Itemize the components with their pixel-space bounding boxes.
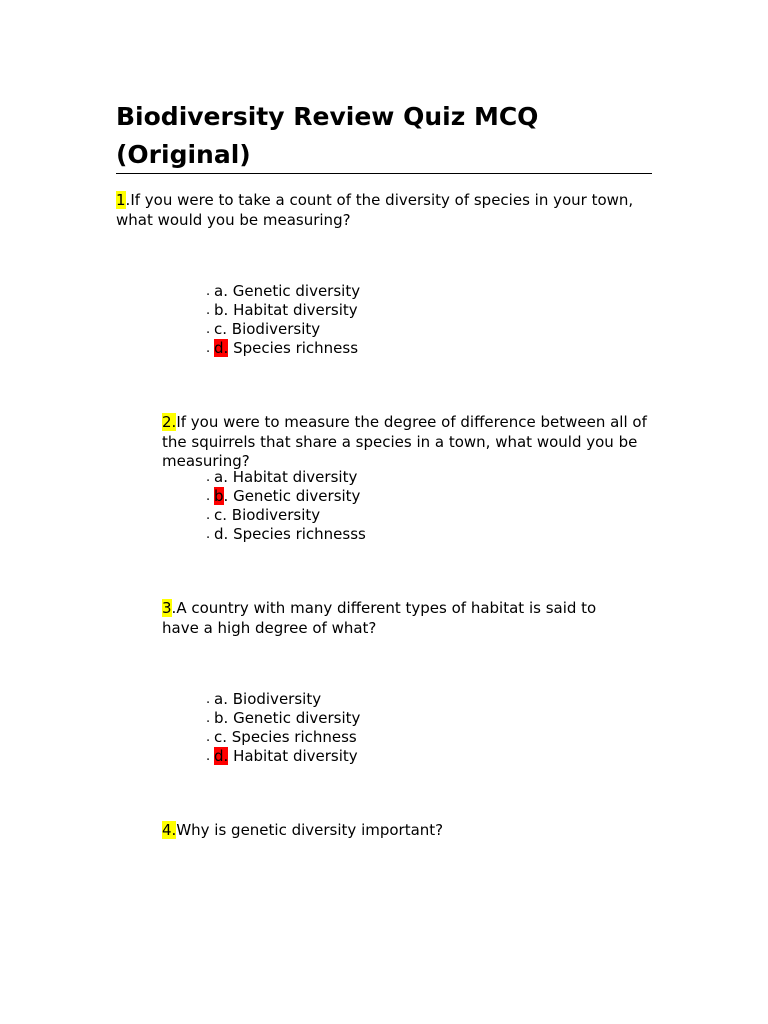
question-number: 4. <box>162 821 177 839</box>
option-text: Habitat diversity <box>228 301 358 319</box>
answer-options-1 <box>206 282 360 358</box>
option-letter: a. <box>214 282 228 300</box>
option-d <box>206 525 366 544</box>
option-letter: c. <box>214 728 228 746</box>
bullet-marker: . <box>206 711 211 726</box>
question-number: 3 <box>162 599 172 617</box>
answer-options-3 <box>206 690 360 766</box>
bullet-marker: . <box>206 303 211 318</box>
option-text: Species richness <box>227 728 357 746</box>
option-b <box>206 709 360 728</box>
correct-answer-highlight: d. <box>214 339 229 357</box>
option-letter-suffix: . <box>223 487 229 505</box>
option-letter: d. <box>214 525 229 543</box>
option-d <box>206 747 360 766</box>
bullet-marker: . <box>206 508 211 523</box>
question-number: 2. <box>162 413 177 431</box>
option-d <box>206 339 360 358</box>
bullet-marker: . <box>206 527 211 542</box>
question-number-suffix: . <box>125 191 131 209</box>
question-2 <box>162 413 656 472</box>
option-letter: a. <box>214 690 228 708</box>
option-text: Habitat diversity <box>228 747 358 765</box>
option-letter: c. <box>214 506 228 524</box>
option-text: Biodiversity <box>227 320 321 338</box>
option-c <box>206 506 366 525</box>
option-letter: a. <box>214 468 228 486</box>
bullet-marker: . <box>206 730 211 745</box>
answer-options-2 <box>206 468 366 544</box>
question-text: If you were to take a count of the diversity of species in your town, what would you be measuring? <box>116 191 634 229</box>
question-number: 1 <box>116 191 126 209</box>
bullet-marker: . <box>206 341 211 356</box>
option-b <box>206 487 366 506</box>
bullet-marker: . <box>206 470 211 485</box>
option-a <box>206 282 360 301</box>
option-text: Genetic diversity <box>228 709 361 727</box>
option-text: Biodiversity <box>227 506 321 524</box>
correct-answer-highlight: d. <box>214 747 229 765</box>
bullet-marker: . <box>206 322 211 337</box>
bullet-marker: . <box>206 692 211 707</box>
option-text: Genetic diversity <box>228 487 361 505</box>
option-b <box>206 301 360 320</box>
question-4 <box>162 821 656 841</box>
option-a <box>206 690 360 709</box>
correct-answer-highlight: b <box>214 487 224 505</box>
option-letter: b. <box>214 301 229 319</box>
option-c <box>206 728 360 747</box>
option-text: Habitat diversity <box>227 468 358 486</box>
question-text: If you were to measure the degree of difference between all of the squirrels that share a species in a town, what would you be measuring? <box>162 413 647 470</box>
question-text: Why is genetic diversity important? <box>176 821 444 839</box>
bullet-marker: . <box>206 749 211 764</box>
option-c <box>206 320 360 339</box>
question-number-suffix: . <box>171 599 177 617</box>
bullet-marker: . <box>206 489 211 504</box>
option-letter: c. <box>214 320 228 338</box>
question-1 <box>116 191 656 230</box>
document-title: Biodiversity Review Quiz MCQ (Original) <box>116 102 539 169</box>
option-text: Species richnesss <box>228 525 366 543</box>
question-3 <box>162 599 632 638</box>
question-text: A country with many different types of habitat is said to have a high degree of what? <box>162 599 597 637</box>
option-text: Biodiversity <box>227 690 322 708</box>
bullet-marker: . <box>206 284 211 299</box>
title-underline <box>116 173 652 174</box>
option-a <box>206 468 366 487</box>
option-letter: b. <box>214 709 229 727</box>
option-text: Species richness <box>228 339 359 357</box>
option-text: Genetic diversity <box>227 282 361 300</box>
